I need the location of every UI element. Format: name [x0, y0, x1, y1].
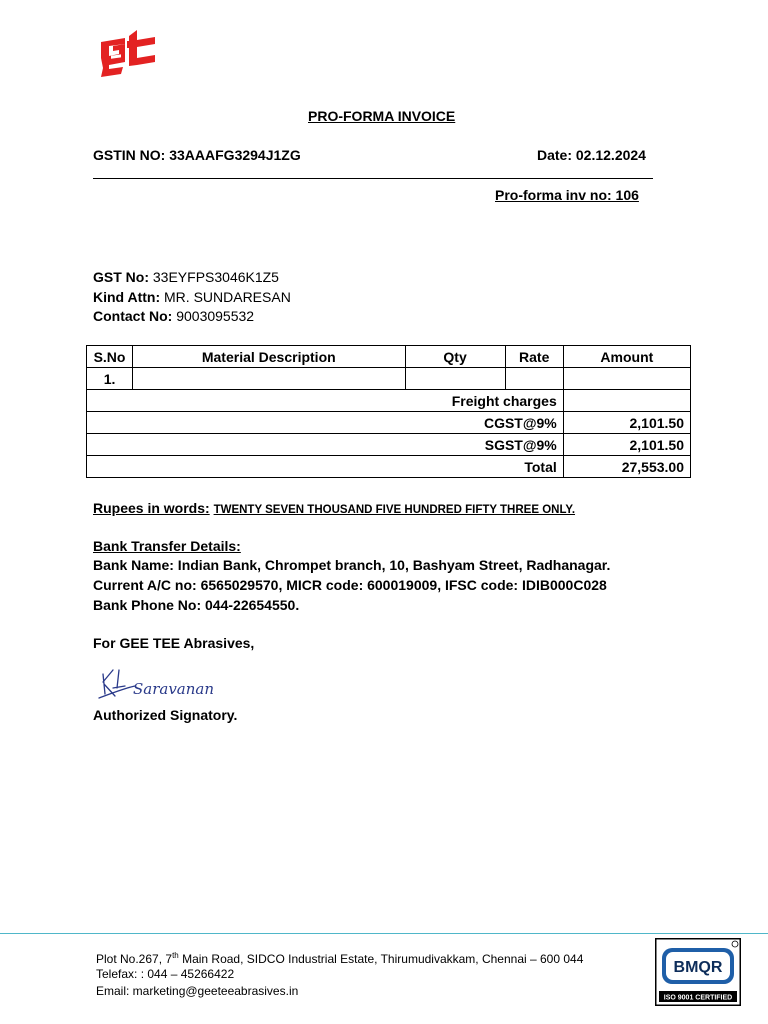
- footer-address-part: Main Road, SIDCO Industrial Estate, Thirumudivakkam, Chennai – 600 044: [178, 952, 584, 966]
- item-description: [133, 368, 405, 390]
- item-amount: [563, 368, 690, 390]
- customer-gst-value: 33EYFPS3046K1Z5: [152, 269, 279, 285]
- header-divider: [93, 178, 653, 179]
- customer-attention: [93, 289, 291, 305]
- cgst-value: 2,101.50: [563, 412, 690, 434]
- invoice-number: Pro-forma inv no: 106: [495, 187, 639, 203]
- total-value: 27,553.00: [563, 456, 690, 478]
- footer-address-part: Plot No.267, 7: [96, 952, 173, 966]
- summary-row-cgst: [87, 412, 691, 434]
- cert-caption: ISO 9001 CERTIFIED: [663, 994, 733, 1002]
- document-title: PRO-FORMA INVOICE: [308, 108, 456, 124]
- customer-contact-value: 9003095532: [176, 308, 255, 324]
- table-header-row: [87, 346, 691, 368]
- bmqr-certification-logo-icon: [655, 938, 741, 1006]
- signature-image-icon: [95, 652, 230, 704]
- amount-in-words: [93, 500, 575, 516]
- amount-words-label: Rupees in words:: [93, 500, 210, 516]
- customer-contact-label: Contact No:: [93, 308, 173, 324]
- footer-email: Email: marketing@geeteeabrasives.in: [96, 984, 299, 998]
- company-logo: [95, 28, 161, 82]
- signature-text: Saravanan: [133, 680, 215, 698]
- for-company: For GEE TEE Abrasives,: [93, 635, 255, 651]
- cgst-label: CGST@9%: [87, 412, 564, 434]
- summary-row-total: [87, 456, 691, 478]
- column-header-sno: S.No: [87, 346, 133, 368]
- freight-value: [563, 390, 690, 412]
- amount-words-value: TWENTY SEVEN THOUSAND FIVE HUNDRED FIFTY THREE ONLY.: [213, 504, 576, 516]
- freight-label: Freight charges: [87, 390, 564, 412]
- footer-divider: [0, 933, 768, 934]
- column-header-rate: Rate: [505, 346, 563, 368]
- footer-address-sup: th: [172, 951, 179, 960]
- column-header-amount: Amount: [563, 346, 690, 368]
- item-rate: [505, 368, 563, 390]
- customer-gst: [93, 269, 279, 285]
- summary-row-sgst: [87, 434, 691, 456]
- gt-logo-icon: [95, 28, 161, 82]
- sgst-label: SGST@9%: [87, 434, 564, 456]
- footer-telefax: Telefax: : 044 – 45266422: [96, 967, 235, 981]
- total-label: Total: [87, 456, 564, 478]
- column-header-description: Material Description: [133, 346, 405, 368]
- cert-brand: BMQR: [673, 959, 723, 976]
- authorized-signatory: Authorized Signatory.: [93, 707, 238, 723]
- summary-row-freight: [87, 390, 691, 412]
- footer-address: [96, 951, 583, 966]
- customer-contact: [93, 308, 254, 324]
- customer-attn-label: Kind Attn:: [93, 289, 161, 305]
- bank-name: Bank Name: Indian Bank, Chrompet branch, 10, Bashyam Street, Radhanagar.: [93, 557, 611, 573]
- certification-badge: [655, 938, 741, 1006]
- gstin-number: GSTIN NO: 33AAAFG3294J1ZG: [93, 147, 301, 163]
- sgst-value: 2,101.50: [563, 434, 690, 456]
- invoice-items-table: [86, 345, 691, 478]
- signature: [95, 652, 230, 704]
- invoice-date: Date: 02.12.2024: [537, 147, 646, 163]
- customer-attn-value: MR. SUNDARESAN: [164, 289, 291, 305]
- bank-details-heading: Bank Transfer Details:: [93, 538, 241, 554]
- bank-account-details: Current A/C no: 6565029570, MICR code: 600019009, IFSC code: IDIB000C028: [93, 577, 607, 593]
- customer-gst-label: GST No:: [93, 269, 149, 285]
- table-row: [87, 368, 691, 390]
- column-header-qty: Qty: [405, 346, 505, 368]
- bank-phone: Bank Phone No: 044-22654550.: [93, 597, 300, 613]
- item-qty: [405, 368, 505, 390]
- item-sno: 1.: [87, 368, 133, 390]
